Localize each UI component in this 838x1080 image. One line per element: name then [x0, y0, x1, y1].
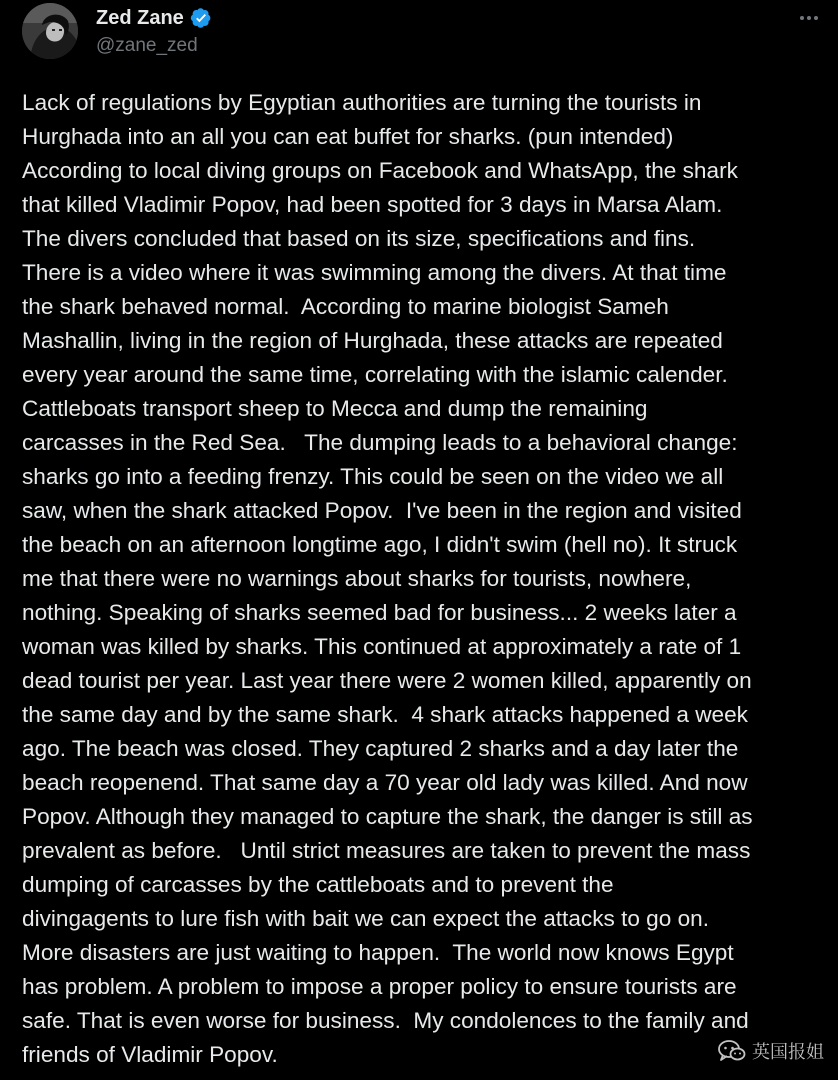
tweet-text-line: beach reopenend. That same day a 70 year old lady was killed. And now [22, 770, 748, 795]
tweet-text-line: the same day and by the same shark. 4 shark attacks happened a week [22, 702, 748, 727]
tweet-text-line: More disasters are just waiting to happen. The world now knows Egypt [22, 940, 734, 965]
tweet-text-line: me that there were no warnings about sharks for tourists, nowhere, [22, 566, 692, 591]
tweet-text-line: sharks go into a feeding frenzy. This could be seen on the video we all [22, 464, 724, 489]
tweet-text-line: has problem. A problem to impose a proper policy to ensure tourists are [22, 974, 737, 999]
tweet-text-line: friends of Vladimir Popov. [22, 1042, 278, 1067]
tweet-text-line: prevalent as before. Until strict measures are taken to prevent the mass [22, 838, 751, 863]
tweet-text-line: dumping of carcasses by the cattleboats and to prevent the [22, 872, 614, 897]
watermark [718, 1038, 824, 1064]
more-dot-icon [800, 16, 804, 20]
tweet-text-line: Mashallin, living in the region of Hurghada, these attacks are repeated [22, 328, 723, 353]
tweet-text-line: every year around the same time, correlating with the islamic calender. [22, 362, 728, 387]
tweet-text-line: dead tourist per year. Last year there were 2 women killed, apparently on [22, 668, 752, 693]
tweet-text-line: There is a video where it was swimming among the divers. At that time [22, 260, 727, 285]
tweet-text-line: Lack of regulations by Egyptian authorities are turning the tourists in [22, 90, 702, 115]
author-name-row[interactable] [96, 4, 212, 32]
tweet-text-line: safe. That is even worse for business. My condolences to the family and [22, 1008, 749, 1033]
profile-photo-icon [22, 3, 78, 59]
verified-badge-icon [190, 7, 212, 29]
tweet-text-line: woman was killed by sharks. This continued at approximately a rate of 1 [22, 634, 742, 659]
more-dot-icon [814, 16, 818, 20]
tweet-text-line: the beach on an afternoon longtime ago, I didn't swim (hell no). It struck [22, 532, 738, 557]
tweet-text-line: nothing. Speaking of sharks seemed bad for business... 2 weeks later a [22, 600, 737, 625]
author-handle[interactable]: @zane_zed [96, 35, 198, 56]
tweet-text-line: saw, when the shark attacked Popov. I've been in the region and visited [22, 498, 742, 523]
tweet-text-line: the shark behaved normal. According to marine biologist Sameh [22, 294, 669, 319]
tweet-text-line: that killed Vladimir Popov, had been spotted for 3 days in Marsa Alam. [22, 192, 723, 217]
tweet-text [22, 86, 832, 1072]
tweet-text-line: According to local diving groups on Facebook and WhatsApp, the shark [22, 158, 738, 183]
wechat-icon [718, 1039, 746, 1063]
tweet-text-line: The divers concluded that based on its size, specifications and fins. [22, 226, 696, 251]
tweet-text-line: Hurghada into an all you can eat buffet for sharks. (pun intended) [22, 124, 674, 149]
watermark-text: 英国报姐 [752, 1042, 824, 1063]
more-options-icon[interactable] [792, 6, 826, 30]
avatar[interactable] [22, 3, 78, 59]
tweet-text-line: divingagents to lure fish with bait we can expect the attacks to go on. [22, 906, 710, 931]
author-display-name[interactable]: Zed Zane [96, 7, 184, 29]
tweet-text-line: carcasses in the Red Sea. The dumping leads to a behavioral change: [22, 430, 738, 455]
tweet-text-line: Cattleboats transport sheep to Mecca and dump the remaining [22, 396, 648, 421]
more-dot-icon [807, 16, 811, 20]
tweet-text-line: ago. The beach was closed. They captured 2 sharks and a day later the [22, 736, 739, 761]
tweet-text-line: Popov. Although they managed to capture the shark, the danger is still as [22, 804, 753, 829]
